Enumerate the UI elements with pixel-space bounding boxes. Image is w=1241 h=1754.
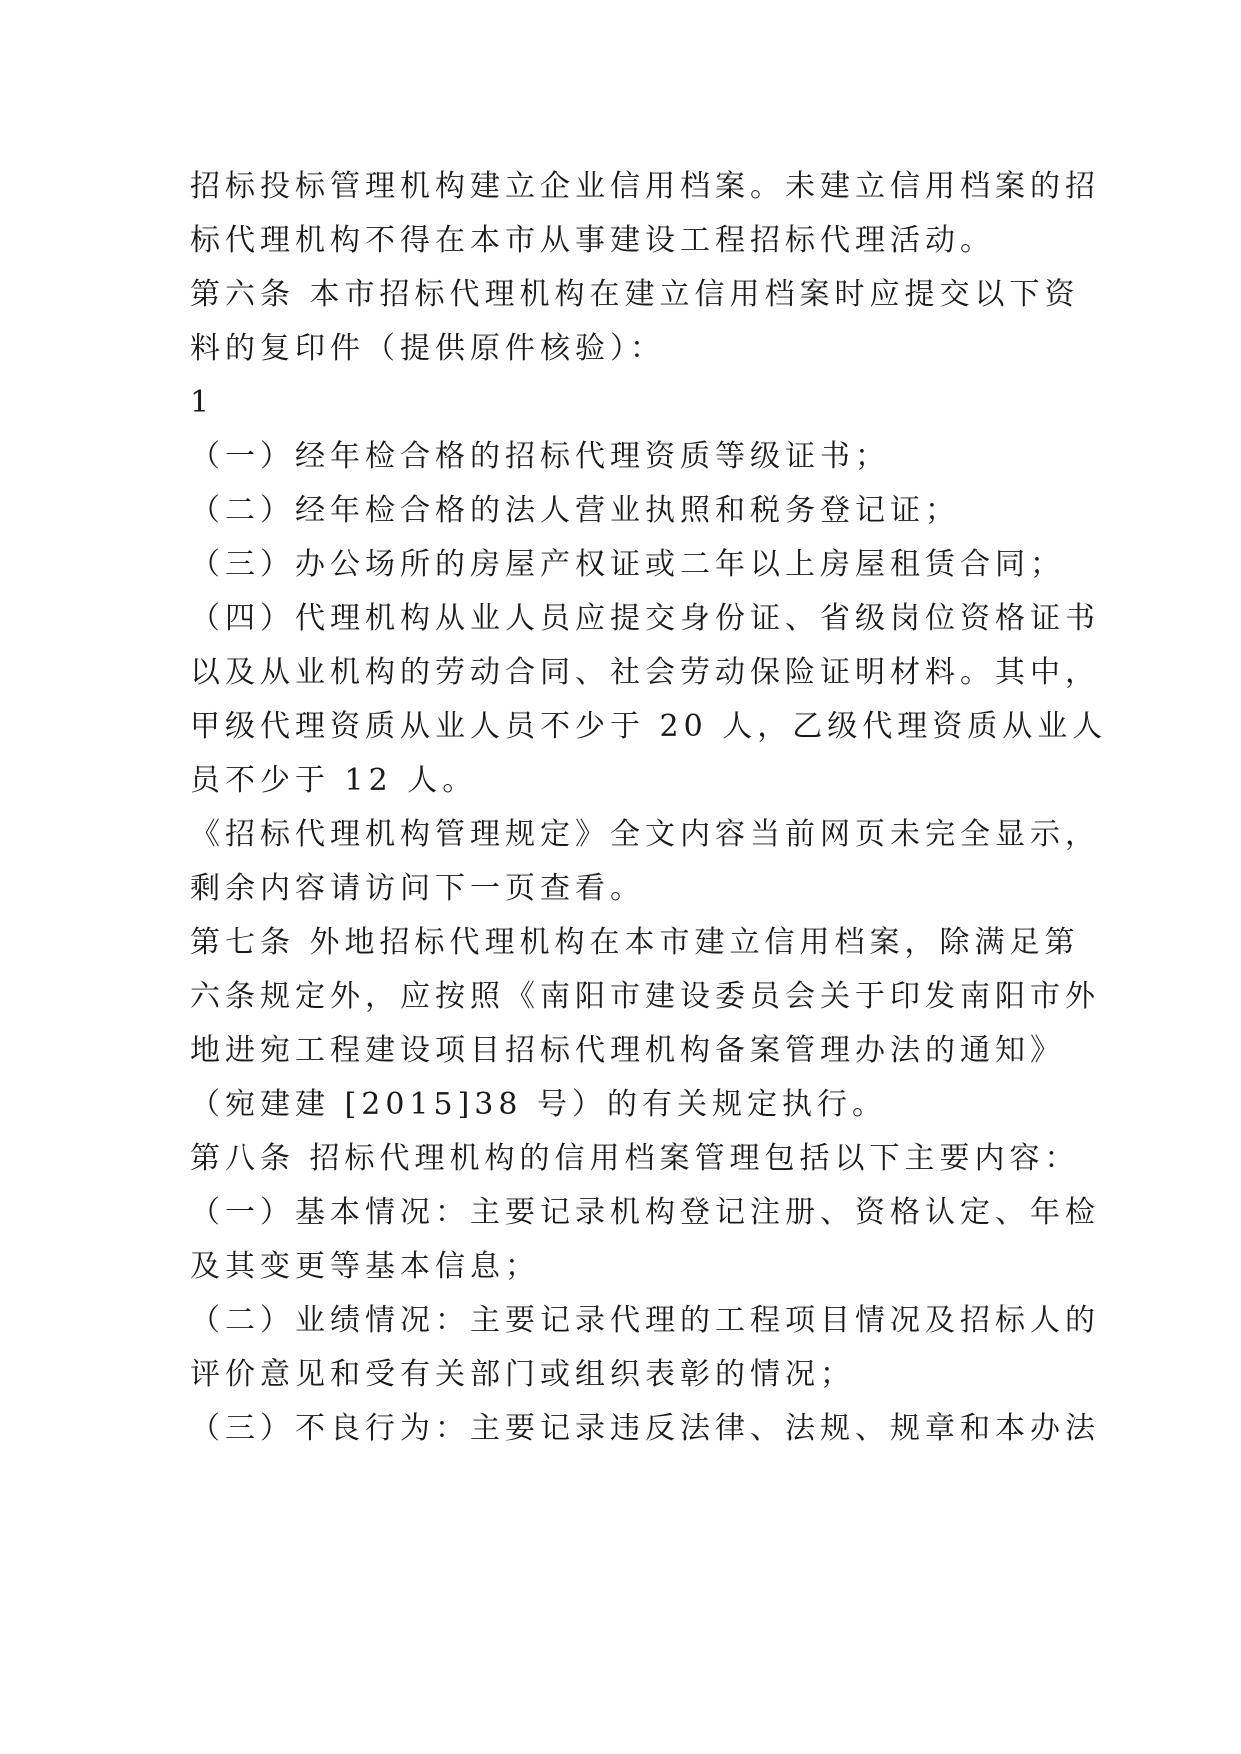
list-item-line: （三）办公场所的房屋产权证或二年以上房屋租赁合同； (190, 547, 1065, 582)
list-item-line: （一）经年检合格的招标代理资质等级证书； (190, 439, 890, 474)
text-line: 及其变更等基本信息； (190, 1249, 540, 1284)
text-line: 甲级代理资质从业人员不少于 20 人，乙级代理资质从业人 (190, 709, 1108, 744)
document-body (190, 160, 1108, 1456)
list-item-line: （一）基本情况：主要记录机构登记注册、资格认定、年检 (190, 1195, 1100, 1230)
text-line: 招标投标管理机构建立企业信用档案。未建立信用档案的招 (190, 169, 1100, 204)
text-line: 员不少于 12 人。 (190, 763, 478, 798)
text-line: 料的复印件（提供原件核验）： (190, 331, 665, 366)
text-line: 标代理机构不得在本市从事建设工程招标代理活动。 (190, 223, 995, 258)
article-6-heading-line: 第六条 本市招标代理机构在建立信用档案时应提交以下资 (190, 277, 1080, 312)
text-line: 六条规定外，应按照《南阳市建设委员会关于印发南阳市外 (190, 979, 1100, 1014)
notice-line: 《招标代理机构管理规定》全文内容当前网页未完全显示， (190, 817, 1100, 852)
list-item-line: （二）经年检合格的法人营业执照和税务登记证； (190, 493, 960, 528)
text-line: （宛建建 [2015]38 号）的有关规定执行。 (190, 1087, 888, 1122)
page-marker: 1 (190, 385, 210, 420)
text-line: 地进宛工程建设项目招标代理机构备案管理办法的通知》 (190, 1033, 1065, 1068)
article-7-heading-line: 第七条 外地招标代理机构在本市建立信用档案，除满足第 (190, 925, 1080, 960)
list-item-line: （二）业绩情况：主要记录代理的工程项目情况及招标人的 (190, 1303, 1100, 1338)
list-item-line: （三）不良行为：主要记录违反法律、法规、规章和本办法 (190, 1411, 1100, 1446)
list-item-line: （四）代理机构从业人员应提交身份证、省级岗位资格证书 (190, 601, 1100, 636)
article-8-heading-line: 第八条 招标代理机构的信用档案管理包括以下主要内容： (190, 1141, 1080, 1176)
text-line: 以及从业机构的劳动合同、社会劳动保险证明材料。其中， (190, 655, 1100, 690)
text-line: 评价意见和受有关部门或组织表彰的情况； (190, 1357, 855, 1392)
notice-line: 剩余内容请访问下一页查看。 (190, 871, 645, 906)
